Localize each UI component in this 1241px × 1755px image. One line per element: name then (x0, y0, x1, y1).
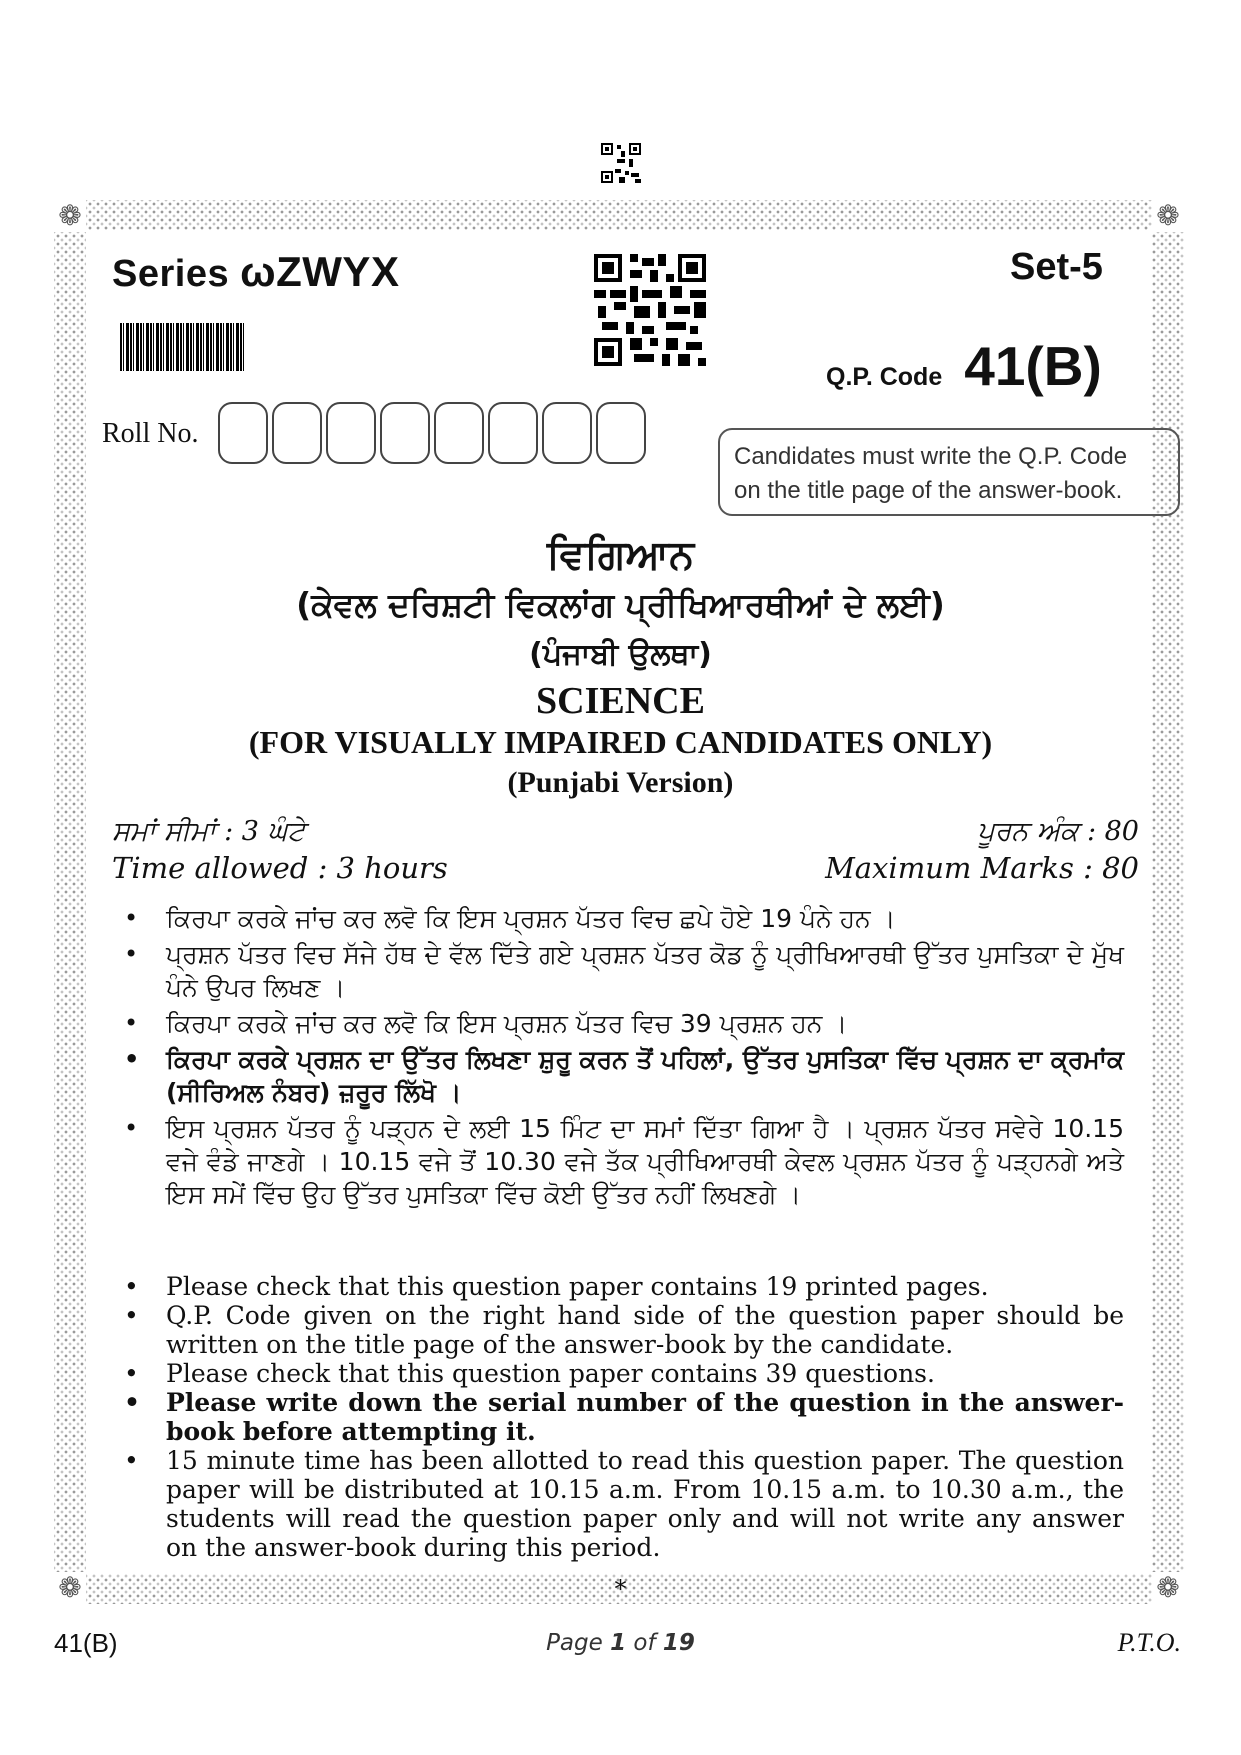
max-marks: Maximum Marks : 80 (825, 851, 1139, 885)
roll-no-boxes (218, 402, 650, 464)
qp-code (826, 334, 1102, 398)
pto-label: P.T.O. (1117, 1628, 1181, 1657)
roll-no-box[interactable] (326, 402, 376, 464)
roll-no-box[interactable] (542, 402, 592, 464)
corner-ornament-icon: ❁ (1152, 200, 1184, 232)
time-allowed-punjabi: ਸਮਾਂ ਸੀਮਾਂ : 3 ਘੰਟੇ (112, 816, 305, 847)
qp-code-label: Q.P. Code (826, 363, 943, 391)
qr-code-icon (594, 254, 706, 366)
separator-star: * (614, 1575, 627, 1603)
instructions-punjabi (124, 902, 1124, 1214)
instruction-item: • ਕਿਰਪਾ ਕਰਕੇ ਜਾਂਚ ਕਰ ਲਵੋ ਕਿ ਇਸ ਪ੍ਰਸ਼ਨ ਪੱਤਰ ਵਿਚ 39 ਪ੍ਰਸ਼ਨ ਹਨ । (124, 1007, 1124, 1040)
punjabi-version-line: (ਪੰਜਾਬੀ ਉਲਥਾ) (529, 637, 712, 672)
page-prefix: Page (546, 1630, 603, 1656)
roll-no-box[interactable] (434, 402, 484, 464)
instructions-english (124, 1272, 1124, 1562)
punjabi-for-line: (ਕੇਵਲ ਦਰਿਸ਼ਟੀ ਵਿਕਲਾਂਗ ਪ੍ਰੀਖਿਆਰਥੀਆਂ ਦੇ ਲਈ) (296, 585, 945, 624)
roll-no-box[interactable] (380, 402, 430, 464)
subject-title: SCIENCE (536, 680, 705, 722)
instruction-item: • ਕਿਰਪਾ ਕਰਕੇ ਜਾਂਚ ਕਰ ਲਵੋ ਕਿ ਇਸ ਪ੍ਰਸ਼ਨ ਪੱਤਰ ਵਿਚ ਛਪੇ ਹੋਏ 19 ਪੰਨੇ ਹਨ । (124, 902, 1124, 935)
series-code: ωZWYX (240, 248, 400, 295)
instruction-item: • ਕਿਰਪਾ ਕਰਕੇ ਪ੍ਰਸ਼ਨ ਦਾ ਉੱਤਰ ਲਿਖਣਾ ਸ਼ੁਰੂ ਕਰਨ ਤੋਂ ਪਹਿਲਾਂ, ਉੱਤਰ ਪੁਸਤਿਕਾ ਵਿੱਚ ਪ੍ਰਸ਼ਨ ਦਾ ਕ੍ਰਮਾਂਕ (ਸੀਰਿਅਲ ਨੰਬਰ) ਜ਼ਰੂਰ ਲਿੱਖੋ । (124, 1043, 1124, 1109)
instruction-item: • ਇਸ ਪ੍ਰਸ਼ਨ ਪੱਤਰ ਨੂੰ ਪੜ੍ਹਨ ਦੇ ਲਈ 15 ਮਿੰਟ ਦਾ ਸਮਾਂ ਦਿੱਤਾ ਗਿਆ ਹੈ । ਪ੍ਰਸ਼ਨ ਪੱਤਰ ਸਵੇਰੇ 10.15 ਵਜੇ ਵੰਡੇ ਜਾਣਗੇ । 10.15 ਵਜੇ ਤੋਂ 10.30 ਵਜੇ ਤੱਕ ਪ੍ਰੀਖਿਆਰਥੀ ਕੇਵਲ ਪ੍ਰਸ਼ਨ ਪੱਤਰ ਨੂੰ ਪੜ੍ਹਨਗੇ ਅਤੇ ਇਸ ਸਮੇਂ ਵਿੱਚ ਉਹ ਉੱਤਰ ਪੁਸਤਿਕਾ ਵਿੱਚ ਕੋਈ ਉੱਤਰ ਨਹੀਂ ਲਿਖਣਗੇ । (124, 1112, 1124, 1211)
series-label: Series (112, 253, 230, 295)
candidate-note-line: on the title page of the answer-book. (734, 477, 1123, 504)
candidate-note-line: Candidates must write the Q.P. Code (734, 443, 1128, 470)
roll-no-box[interactable] (218, 402, 268, 464)
corner-ornament-icon: ❁ (54, 200, 86, 232)
roll-no-box[interactable] (596, 402, 646, 464)
roll-no-label: Roll No. (102, 418, 199, 449)
time-allowed: Time allowed : 3 hours (112, 851, 448, 885)
footer-code: 41(B) (54, 1628, 118, 1658)
roll-no-box[interactable] (488, 402, 538, 464)
for-line: (FOR VISUALLY IMPAIRED CANDIDATES ONLY) (248, 724, 993, 760)
page-total: 19 (662, 1630, 695, 1656)
page-of: of (633, 1630, 656, 1656)
corner-ornament-icon: ❁ (1152, 1572, 1184, 1604)
instruction-item: • Please check that this question paper contains 19 printed pages. (124, 1272, 1124, 1301)
candidate-note (718, 428, 1180, 516)
set-number: Set-5 (1010, 246, 1103, 288)
page-number (0, 1630, 1241, 1656)
top-qr-code-icon (601, 143, 641, 183)
instruction-item: • Q.P. Code given on the right hand side of the question paper should be written on the title page of the answer-book by the candidate. (124, 1301, 1124, 1359)
instruction-item: • Please check that this question paper contains 39 questions. (124, 1359, 1124, 1388)
roll-no-box[interactable] (272, 402, 322, 464)
qp-code-value: 41(B) (964, 335, 1102, 397)
instruction-item: • Please write down the serial number of the question in the answer-book before attempting it. (124, 1388, 1124, 1446)
instruction-item: • ਪ੍ਰਸ਼ਨ ਪੱਤਰ ਵਿਚ ਸੱਜੇ ਹੱਥ ਦੇ ਵੱਲ ਦਿੱਤੇ ਗਏ ਪ੍ਰਸ਼ਨ ਪੱਤਰ ਕੋਡ ਨੂੰ ਪ੍ਰੀਖਿਆਰਥੀ ਉੱਤਰ ਪੁਸਤਿਕਾ ਦੇ ਮੁੱਖ ਪੰਨੇ ਉਪਰ ਲਿਖਣ । (124, 938, 1124, 1004)
barcode-icon (120, 323, 246, 371)
corner-ornament-icon: ❁ (54, 1572, 86, 1604)
series (112, 248, 399, 296)
page-current: 1 (610, 1630, 627, 1656)
max-marks-punjabi: ਪੂਰਨ ਅੰਕ : 80 (977, 816, 1139, 847)
punjabi-subject-title: ਵਿਗਿਆਨ (546, 532, 695, 578)
instruction-item: • 15 minute time has been allotted to read this question paper. The question paper will be distributed at 10.15 a.m. From 10.15 a.m. to 10.30 a.m., the students will read the question paper only and will not write any answer on the answer-book during this period. (124, 1446, 1124, 1562)
version-line: (Punjabi Version) (507, 766, 734, 799)
